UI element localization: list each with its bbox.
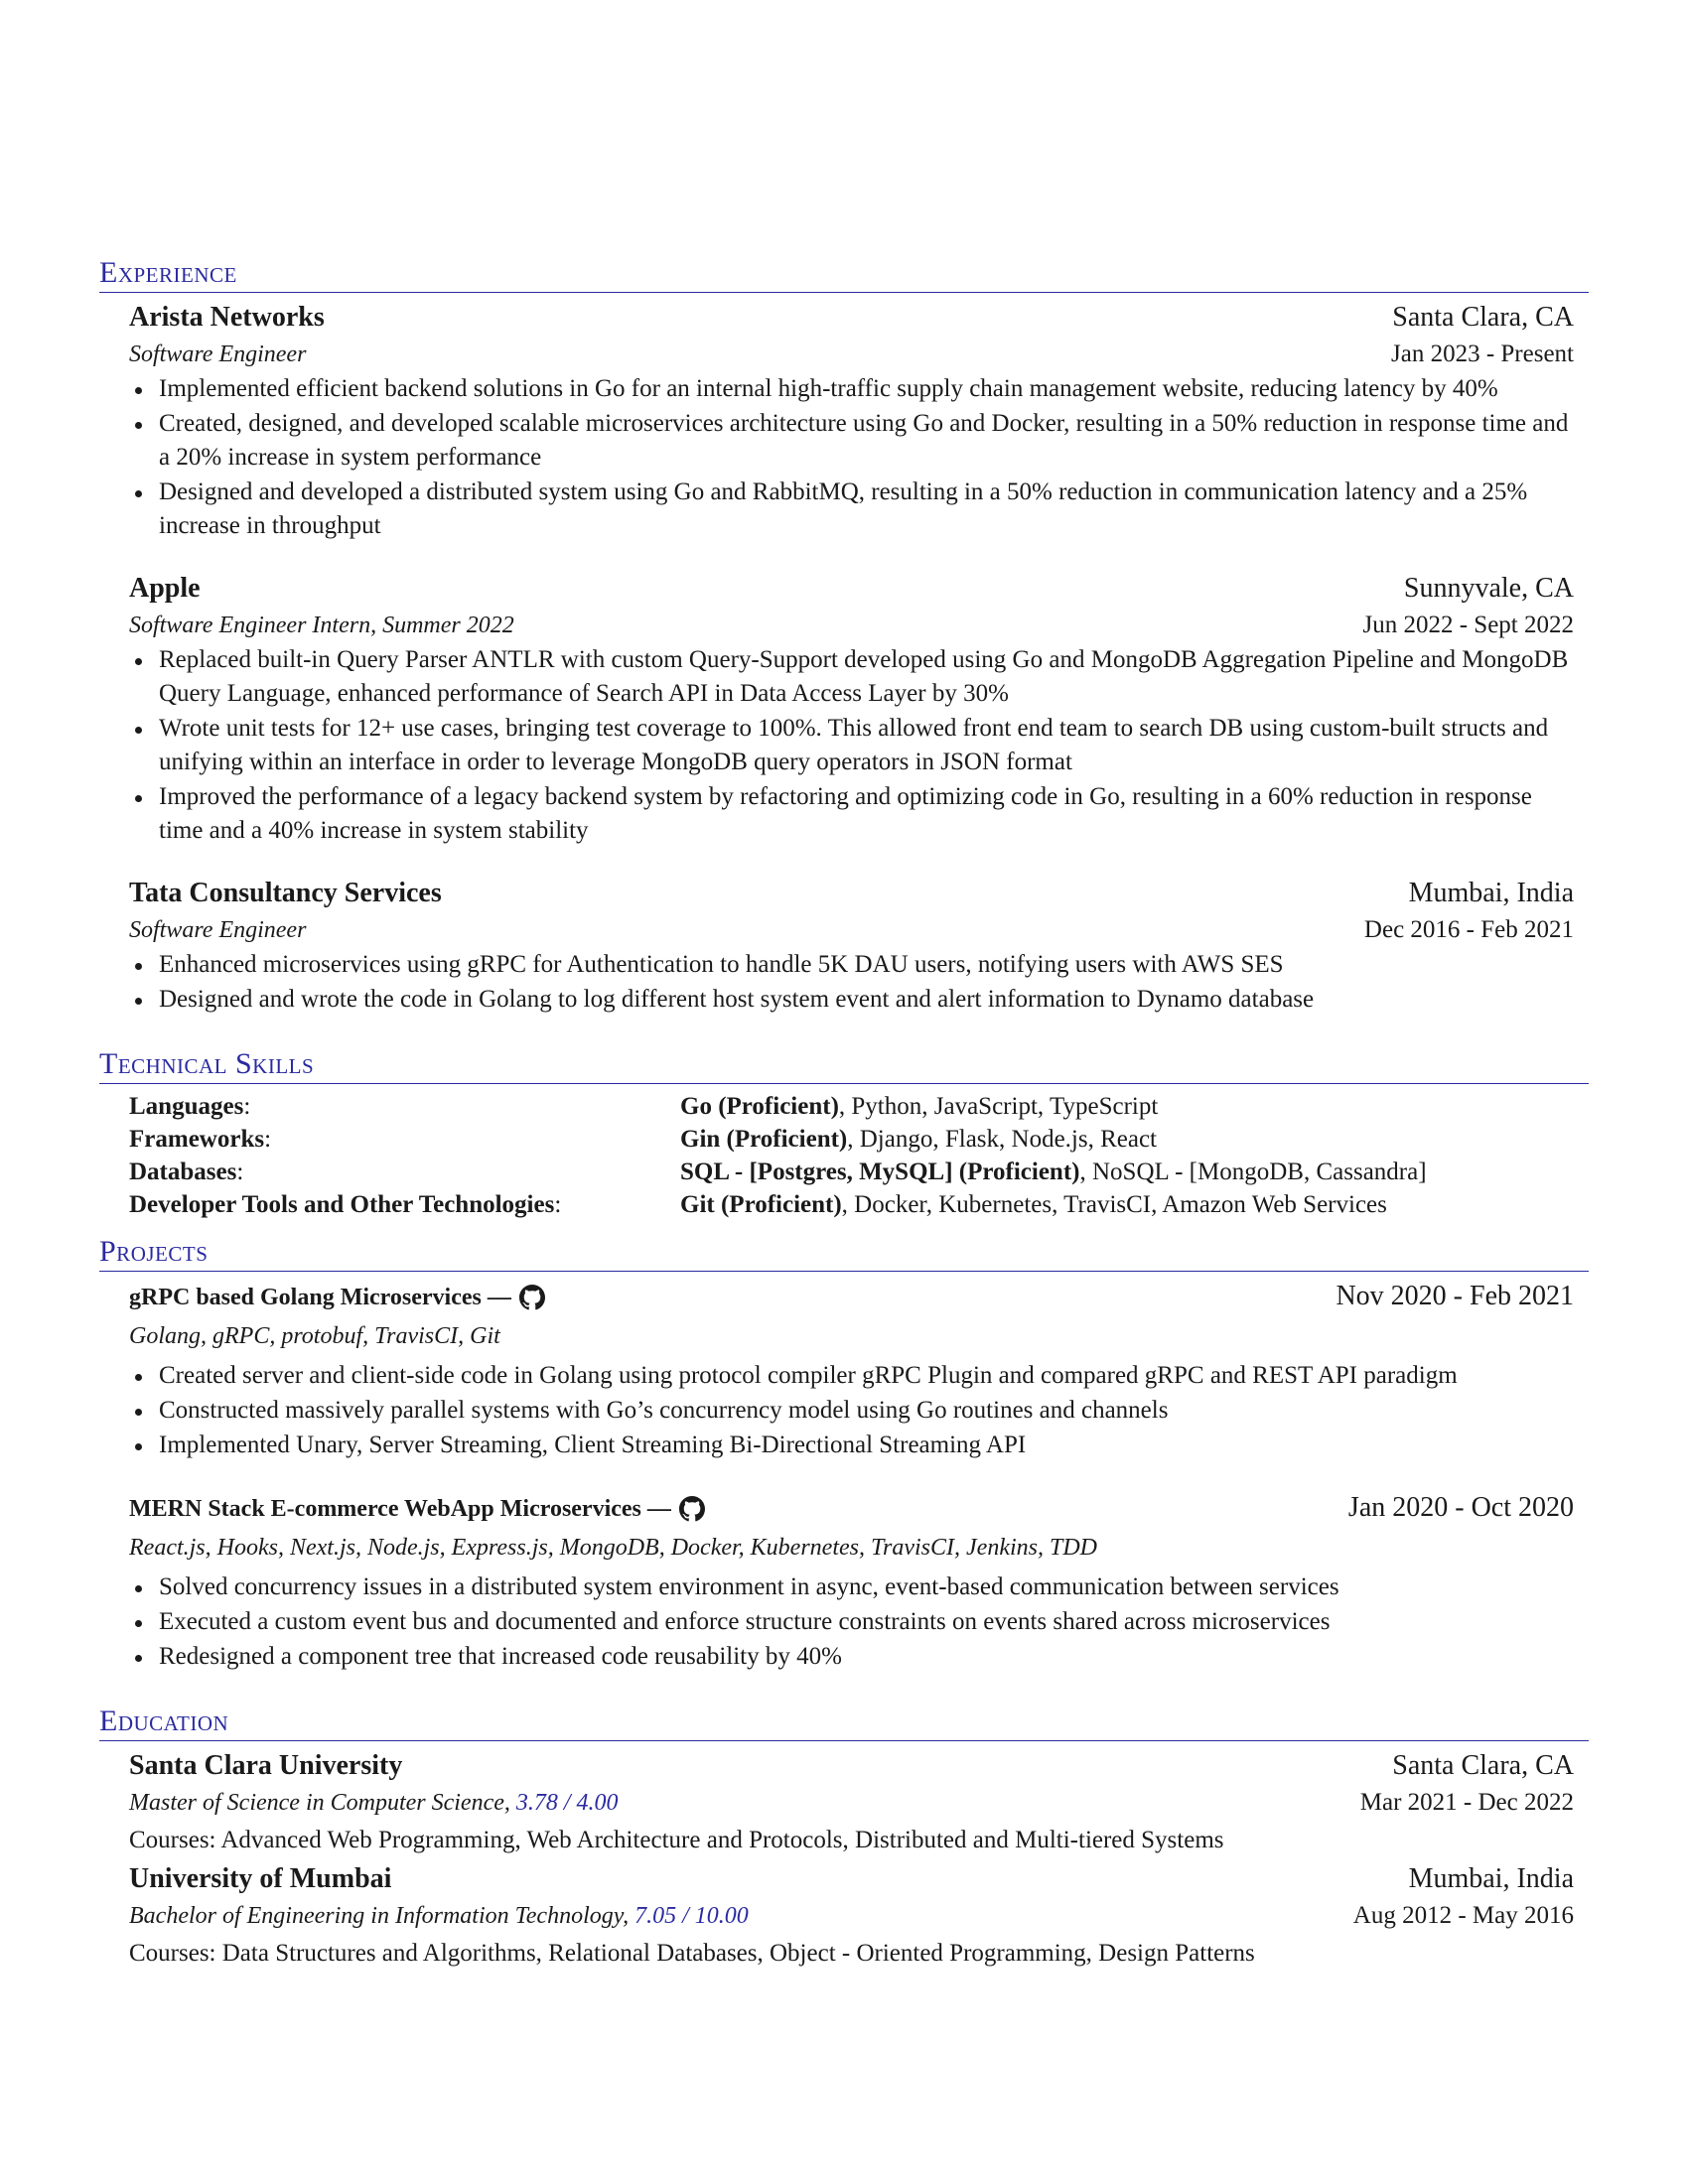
job-bullet: Implemented efficient backend solutions in Go for an internal high-traffic supply chain management website, reducing latency by 40% <box>129 372 1574 406</box>
school-entry <box>99 1747 1589 1860</box>
job-role: Software Engineer <box>129 341 307 367</box>
project-dates: Jan 2020 - Oct 2020 <box>1347 1492 1574 1523</box>
project-tech: Golang, gRPC, protobuf, TravisCI, Git <box>129 1323 500 1349</box>
skill-key: Databases <box>129 1159 237 1185</box>
project-title: MERN Stack E-commerce WebApp Microservices — <box>129 1496 671 1522</box>
skill-strong: Go (Proficient) <box>680 1093 839 1120</box>
skill-rest: , NoSQL - [MongoDB, Cassandra] <box>1079 1159 1427 1185</box>
job-bullet: Enhanced microservices using gRPC for Authentication to handle 5K DAU users, notifying users with AWS SES <box>129 948 1574 982</box>
skill-rest: , Python, JavaScript, TypeScript <box>838 1093 1159 1120</box>
school-courses: Courses: Data Structures and Algorithms, Relational Databases, Object - Oriented Programming, Design Patterns <box>129 1940 1255 1967</box>
school-gpa: 7.05 / 10.00 <box>634 1903 749 1929</box>
job-bullet: Created, designed, and developed scalable microservices architecture using Go and Docker, resulting in a 50% reduction in response time and a 20% increase in system performance <box>129 407 1574 475</box>
experience-section <box>99 256 1589 1017</box>
project-bullet: Created server and client-side code in Golang using protocol compiler gRPC Plugin and compared gRPC and REST API paradigm <box>129 1359 1574 1393</box>
skills-section <box>99 1047 1589 1221</box>
job-location: Santa Clara, CA <box>1392 302 1574 333</box>
school-dates: Mar 2021 - Dec 2022 <box>1359 1789 1574 1816</box>
projects-heading: Projects <box>99 1235 1589 1272</box>
job-bullet: Designed and developed a distributed system using Go and RabbitMQ, resulting in a 50% reduction in communication latency and a 25% increase in throughput <box>129 476 1574 543</box>
job-role: Software Engineer Intern, Summer 2022 <box>129 613 514 638</box>
job-org: Arista Networks <box>129 302 325 333</box>
skills-heading: Technical Skills <box>99 1047 1589 1084</box>
github-icon[interactable] <box>679 1496 705 1522</box>
school-degree: Bachelor of Engineering in Information Technology, <box>129 1903 635 1929</box>
education-section <box>99 1705 1589 1974</box>
resume-page <box>99 256 1589 1974</box>
school-entry <box>99 1860 1589 1974</box>
job-bullet: Improved the performance of a legacy backend system by refactoring and optimizing code in Go, resulting in a 60% reduction in response time and a 40% increase in system stability <box>129 780 1574 848</box>
project-dates: Nov 2020 - Feb 2021 <box>1336 1281 1574 1311</box>
skill-rest: , Docker, Kubernetes, TravisCI, Amazon Web Services <box>841 1191 1387 1218</box>
job-location: Mumbai, India <box>1408 878 1574 908</box>
skill-row: Developer Tools and Other Technologies: Git (Proficient), Docker, Kubernetes, TravisCI, Amazon Web Services <box>129 1191 1387 1218</box>
skill-row: Databases: SQL - [Postgres, MySQL] (Proficient), NoSQL - [MongoDB, Cassandra] <box>129 1159 1427 1185</box>
job-entry <box>99 875 1589 1017</box>
job-org: Tata Consultancy Services <box>129 878 442 908</box>
school-location: Santa Clara, CA <box>1392 1750 1574 1781</box>
school-courses: Courses: Advanced Web Programming, Web Architecture and Protocols, Distributed and Multi-tiered Systems <box>129 1827 1224 1853</box>
job-entry <box>99 570 1589 848</box>
projects-section <box>99 1235 1589 1674</box>
project-bullet: Solved concurrency issues in a distributed system environment in async, event-based communication between services <box>129 1570 1574 1604</box>
job-dates: Jan 2023 - Present <box>1391 341 1574 367</box>
job-dates: Dec 2016 - Feb 2021 <box>1363 916 1574 943</box>
job-bullet: Wrote unit tests for 12+ use cases, bringing test coverage to 100%. This allowed front end team to search DB using custom-built structs and unifying within an interface in order to leverage MongoDB query operators in JSON format <box>129 712 1574 779</box>
experience-heading: Experience <box>99 256 1589 293</box>
education-heading: Education <box>99 1705 1589 1741</box>
school-gpa: 3.78 / 4.00 <box>515 1790 619 1816</box>
skill-key: Developer Tools and Other Technologies <box>129 1191 555 1218</box>
project-title: gRPC based Golang Microservices — <box>129 1285 511 1310</box>
job-bullet: Designed and wrote the code in Golang to log different host system event and alert information to Dynamo database <box>129 983 1574 1017</box>
skill-key: Languages <box>129 1093 244 1120</box>
school-name: University of Mumbai <box>129 1863 392 1894</box>
skill-strong: Git (Proficient) <box>680 1191 842 1218</box>
project-bullet: Constructed massively parallel systems with Go’s concurrency model using Go routines and channels <box>129 1394 1574 1428</box>
job-entry <box>99 299 1589 543</box>
school-degree: Master of Science in Computer Science, <box>129 1790 516 1816</box>
skill-rest: , Django, Flask, Node.js, React <box>847 1126 1158 1153</box>
project-bullet: Executed a custom event bus and documented and enforce structure constraints on events shared across microservices <box>129 1605 1574 1639</box>
skill-row: Languages: Go (Proficient), Python, JavaScript, TypeScript <box>129 1093 1159 1120</box>
job-role: Software Engineer <box>129 917 307 943</box>
skill-row: Frameworks: Gin (Proficient), Django, Flask, Node.js, React <box>129 1126 1158 1153</box>
project-tech: React.js, Hooks, Next.js, Node.js, Express.js, MongoDB, Docker, Kubernetes, TravisCI, Jenkins, TDD <box>129 1535 1097 1561</box>
skill-strong: SQL - [Postgres, MySQL] (Proficient) <box>680 1159 1080 1185</box>
skill-strong: Gin (Proficient) <box>680 1126 848 1153</box>
skill-key: Frameworks <box>129 1126 265 1153</box>
job-dates: Jun 2022 - Sept 2022 <box>1362 612 1574 638</box>
job-org: Apple <box>129 573 201 604</box>
project-entry <box>99 1489 1589 1674</box>
school-name: Santa Clara University <box>129 1750 403 1781</box>
school-dates: Aug 2012 - May 2016 <box>1352 1902 1574 1929</box>
github-icon[interactable] <box>519 1285 545 1310</box>
job-location: Sunnyvale, CA <box>1403 573 1574 604</box>
project-entry <box>99 1278 1589 1462</box>
project-bullet: Redesigned a component tree that increased code reusability by 40% <box>129 1640 1574 1674</box>
project-bullet: Implemented Unary, Server Streaming, Client Streaming Bi-Directional Streaming API <box>129 1429 1574 1462</box>
job-bullet: Replaced built-in Query Parser ANTLR with custom Query-Support developed using Go and MongoDB Aggregation Pipeline and MongoDB Query Language, enhanced performance of Search API in Data Access Layer by 30% <box>129 643 1574 711</box>
school-location: Mumbai, India <box>1408 1863 1574 1894</box>
